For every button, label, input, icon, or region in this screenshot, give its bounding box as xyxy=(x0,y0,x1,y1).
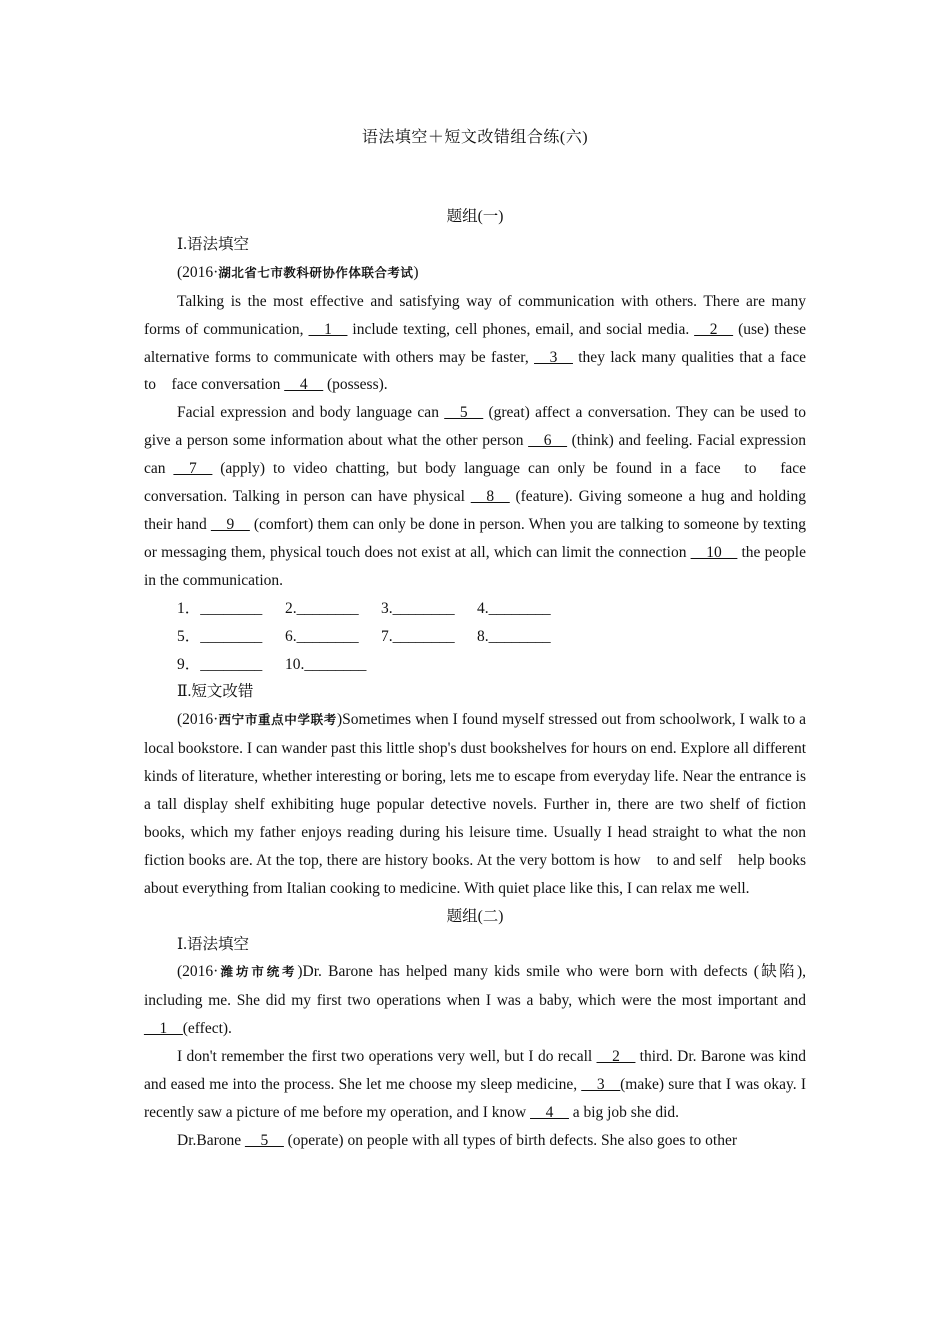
blank-5: __5__ xyxy=(245,1131,284,1149)
blank-1: __1__ xyxy=(144,1020,183,1038)
answer-line[interactable]: 1．________ xyxy=(177,599,263,617)
answer-line[interactable]: 3.________ xyxy=(381,599,455,617)
blank-7: __7__ xyxy=(173,460,213,478)
blank-2: __2__ xyxy=(596,1048,636,1066)
blank-3: __3__ xyxy=(581,1076,621,1094)
passage-paragraph: Dr.Barone __5__ (operate) on people with all types of birth defects. She also goes to other xyxy=(177,1131,738,1149)
answer-lines xyxy=(144,595,806,679)
answer-line[interactable]: 4.________ xyxy=(477,599,551,617)
blank-8: __8__ xyxy=(470,488,510,506)
page-title: 语法填空＋短文改错组合练(六) xyxy=(361,129,589,146)
answer-row xyxy=(177,623,806,651)
error-correction-label: Ⅱ.短文改错 xyxy=(177,683,254,701)
grammar-fill-label: Ⅰ.语法填空 xyxy=(177,935,249,953)
answer-line[interactable]: 5．________ xyxy=(177,627,263,645)
group-two-heading: 题组(二) xyxy=(446,907,504,925)
blank-2: __2__ xyxy=(694,320,734,338)
answer-line[interactable]: 8.________ xyxy=(477,627,551,645)
passage-paragraph: Facial expression and body language can __5__ (great) affect a conversation. They can be used to give a person some information about what the other person __6__ (think) and feeling. Facial expression can __7__ (apply) to video chatting, but body language can only be found in a face to face conversation. Talking in person can have physical __8__ (feature). Giving someone a hug and holding their hand __9__ (comfort) them can only be done in person. When you are talking to someone by texting or messaging them, physical touch does not exist at all, which can limit the connection __10__ the people in the communication. xyxy=(144,404,807,589)
blank-1: __1__ xyxy=(308,320,348,338)
group-one-heading: 题组(一) xyxy=(446,208,504,225)
blank-6: __6__ xyxy=(528,432,567,450)
answer-line[interactable]: 7.________ xyxy=(381,627,455,645)
passage-paragraph: (2016·西宁市重点中学联考)Sometimes when I found myself stressed out from schoolwork, I walk to a local bookstore. I can wander past this little shop's dust bookshelves for hours on end. Explore all different kinds of literature, whether interesting or boring, lets me to escape from everyday life. Near the entrance is a tall display shelf exhibiting huge popular detective novels. Further in, there are two shelf of fiction books, which my father enjoys reading during his leisure time. Usually I head straight to what the non fiction books are. At the top, there are history books. At the very bottom is how to and self help books about everything from Italian cooking to medicine. With quiet place like this, I can relax me well. xyxy=(144,711,822,897)
blank-10: __10__ xyxy=(690,543,738,561)
passage-paragraph: (2016·潍坊市统考)Dr. Barone has helped many kids smile who were born with defects (缺陷), including me. She did my first two operations when I was a baby, which were the most important and __1__(effect). xyxy=(144,963,806,1038)
grammar-fill-label: Ⅰ.语法填空 xyxy=(177,235,249,253)
answer-line[interactable]: 10.________ xyxy=(285,655,367,673)
group-one xyxy=(144,203,822,1155)
source-note: (2016·湖北省七市教科研协作体联合考试) xyxy=(177,263,419,281)
blank-3: __3__ xyxy=(534,348,573,366)
answer-row xyxy=(177,595,806,623)
answer-line[interactable]: 6.________ xyxy=(285,627,359,645)
answer-line[interactable]: 2.________ xyxy=(285,599,359,617)
blank-4: __4__ xyxy=(284,376,324,394)
passage-paragraph: I don't remember the first two operations very well, but I do recall __2__ third. Dr. Barone was kind and eased me into the process. She let me choose my sleep medicine, __3__(make) sure that I was okay. I recently saw a picture of me before my operation, and I know __4__ a big job she did. xyxy=(144,1048,806,1121)
answer-row xyxy=(177,651,806,679)
blank-9: __9__ xyxy=(210,515,250,533)
blank-4: __4__ xyxy=(530,1104,569,1121)
passage-paragraph: Talking is the most effective and satisfying way of communication with others. There are many forms of communication, __1__ include texting, cell phones, email, and social media. __2__ (use) these alternative forms to communicate with others may be faster, __3__ they lack many qualities that a face to face conversation __4__ (possess). xyxy=(144,292,822,394)
answer-line[interactable]: 9．________ xyxy=(177,655,263,673)
blank-5: __5__ xyxy=(444,404,484,422)
